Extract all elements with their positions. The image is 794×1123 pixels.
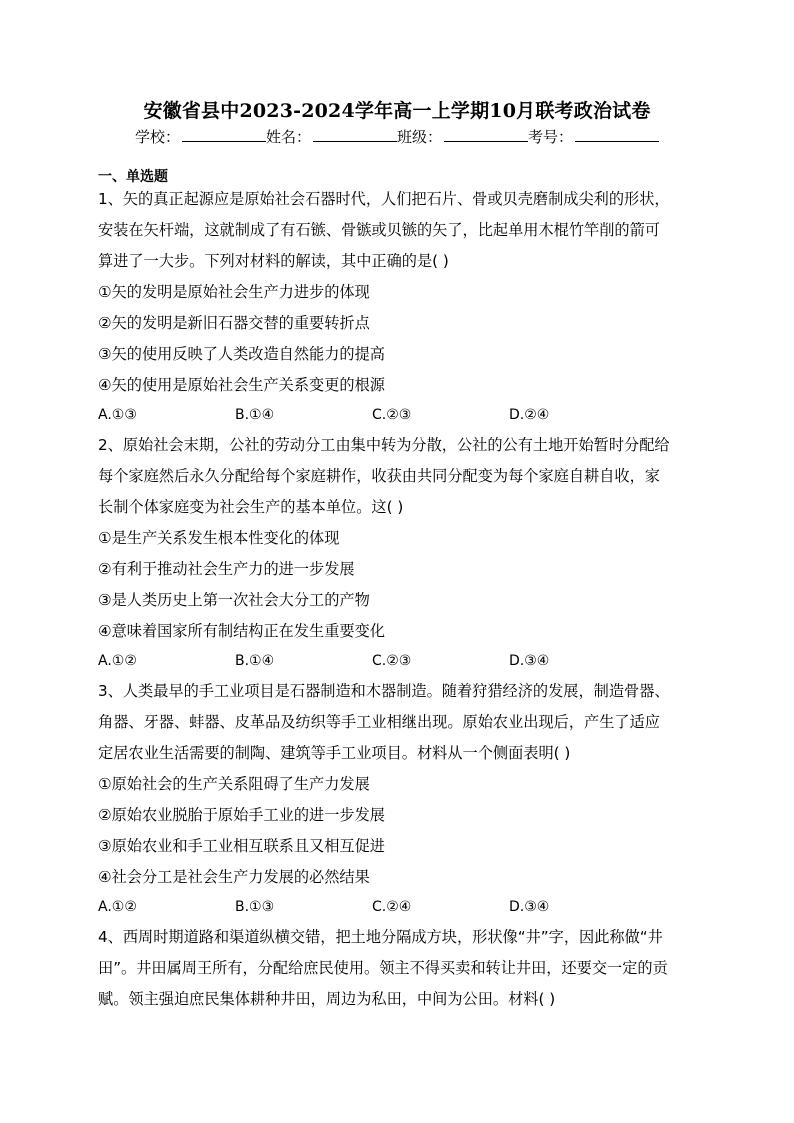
question-1-statement: ④矢的使用是原始社会生产关系变更的根源 — [98, 376, 385, 394]
school-blank[interactable] — [182, 127, 266, 142]
question-1-statement: ①矢的发明是原始社会生产力进步的体现 — [98, 283, 370, 301]
exam-number-field[interactable]: 考号： — [528, 126, 659, 147]
section-heading: 一、单选题 — [98, 169, 168, 185]
question-3-statement: ②原始农业脱胎于原始手工业的进一步发展 — [98, 806, 385, 824]
question-1-statement: ③矢的使用反映了人类改造自然能力的提高 — [98, 345, 385, 363]
question-2-stem-line: 2、原始社会末期，公社的劳动分工由集中转为分散，公社的公有土地开始暂时分配给 — [98, 436, 670, 454]
name-field[interactable]: 姓名： — [266, 126, 397, 147]
question-1-option-b[interactable]: B.①④ — [235, 407, 275, 423]
question-3-option-b[interactable]: B.①③ — [235, 899, 275, 915]
question-3-statement: ①原始社会的生产关系阻碍了生产力发展 — [98, 775, 370, 793]
question-2-statement: ②有利于推动社会生产力的进一步发展 — [98, 560, 355, 578]
question-1-stem-line: 算进了一大步。下列对材料的解读，其中正确的是( ) — [98, 252, 449, 270]
question-2-option-b[interactable]: B.①④ — [235, 653, 275, 669]
question-1-option-c[interactable]: C.②③ — [372, 407, 412, 423]
question-3-stem-line: 3、人类最早的手工业项目是石器制造和木器制造。随着狩猎经济的发展，制造骨器、 — [98, 682, 670, 700]
question-4-stem-line: 赋。领主强迫庶民集体耕种井田，周边为私田，中间为公田。材料( ) — [98, 990, 556, 1008]
question-1-statement: ②矢的发明是新旧石器交替的重要转折点 — [98, 314, 370, 332]
question-1-stem-line: 安装在矢杆端，这就制成了有石镞、骨镞或贝镞的矢了，比起单用木棍竹竿削的箭可 — [98, 221, 660, 239]
student-info-row — [0, 126, 794, 147]
question-2-stem-line: 长制个体家庭变为社会生产的基本单位。这( ) — [98, 498, 404, 516]
question-2-option-a[interactable]: A.①② — [98, 653, 137, 669]
class-blank[interactable] — [444, 127, 528, 142]
exam-number-blank[interactable] — [575, 127, 659, 142]
question-3-stem-line: 角器、牙器、蚌器、皮革品及纺织等手工业相继出现。原始农业出现后，产生了适应 — [98, 713, 660, 731]
question-2-option-c[interactable]: C.②③ — [372, 653, 412, 669]
question-2-option-d[interactable]: D.③④ — [509, 653, 550, 669]
question-3-option-c[interactable]: C.②④ — [372, 899, 412, 915]
question-3-statement: ④社会分工是社会生产力发展的必然结果 — [98, 868, 370, 886]
question-1-option-d[interactable]: D.②④ — [509, 407, 550, 423]
question-2-statement: ①是生产关系发生根本性变化的体现 — [98, 529, 340, 547]
question-3-option-a[interactable]: A.①② — [98, 899, 137, 915]
school-field[interactable]: 学校： — [135, 126, 266, 147]
question-1-stem-line: 1、矢的真正起源应是原始社会石器时代，人们把石片、骨或贝壳磨制成尖利的形状， — [98, 190, 670, 208]
name-blank[interactable] — [313, 127, 397, 142]
question-2-stem-line: 每个家庭然后永久分配给每个家庭耕作，收获由共同分配变为每个家庭自耕自收，家 — [98, 467, 660, 485]
question-2-statement: ③是人类历史上第一次社会大分工的产物 — [98, 591, 370, 609]
question-4-stem-line: 田”。井田属周王所有，分配给庶民使用。领主不得买卖和转让井田，还要交一定的贡 — [98, 959, 668, 977]
question-3-stem-line: 定居农业生活需要的制陶、建筑等手工业项目。材料从一个侧面表明( ) — [98, 744, 571, 762]
question-1-option-a[interactable]: A.①③ — [98, 407, 137, 423]
exam-title: 安徽省县中2023-2024学年高一上学期10月联考政治试卷 — [143, 100, 651, 122]
class-field[interactable]: 班级： — [397, 126, 528, 147]
question-3-statement: ③原始农业和手工业相互联系且又相互促进 — [98, 837, 385, 855]
question-4-stem-line: 4、西周时期道路和渠道纵横交错，把土地分隔成方块，形状像“井”字，因此称做“井 — [98, 928, 663, 946]
question-2-statement: ④意味着国家所有制结构正在发生重要变化 — [98, 622, 385, 640]
question-3-option-d[interactable]: D.③④ — [509, 899, 550, 915]
